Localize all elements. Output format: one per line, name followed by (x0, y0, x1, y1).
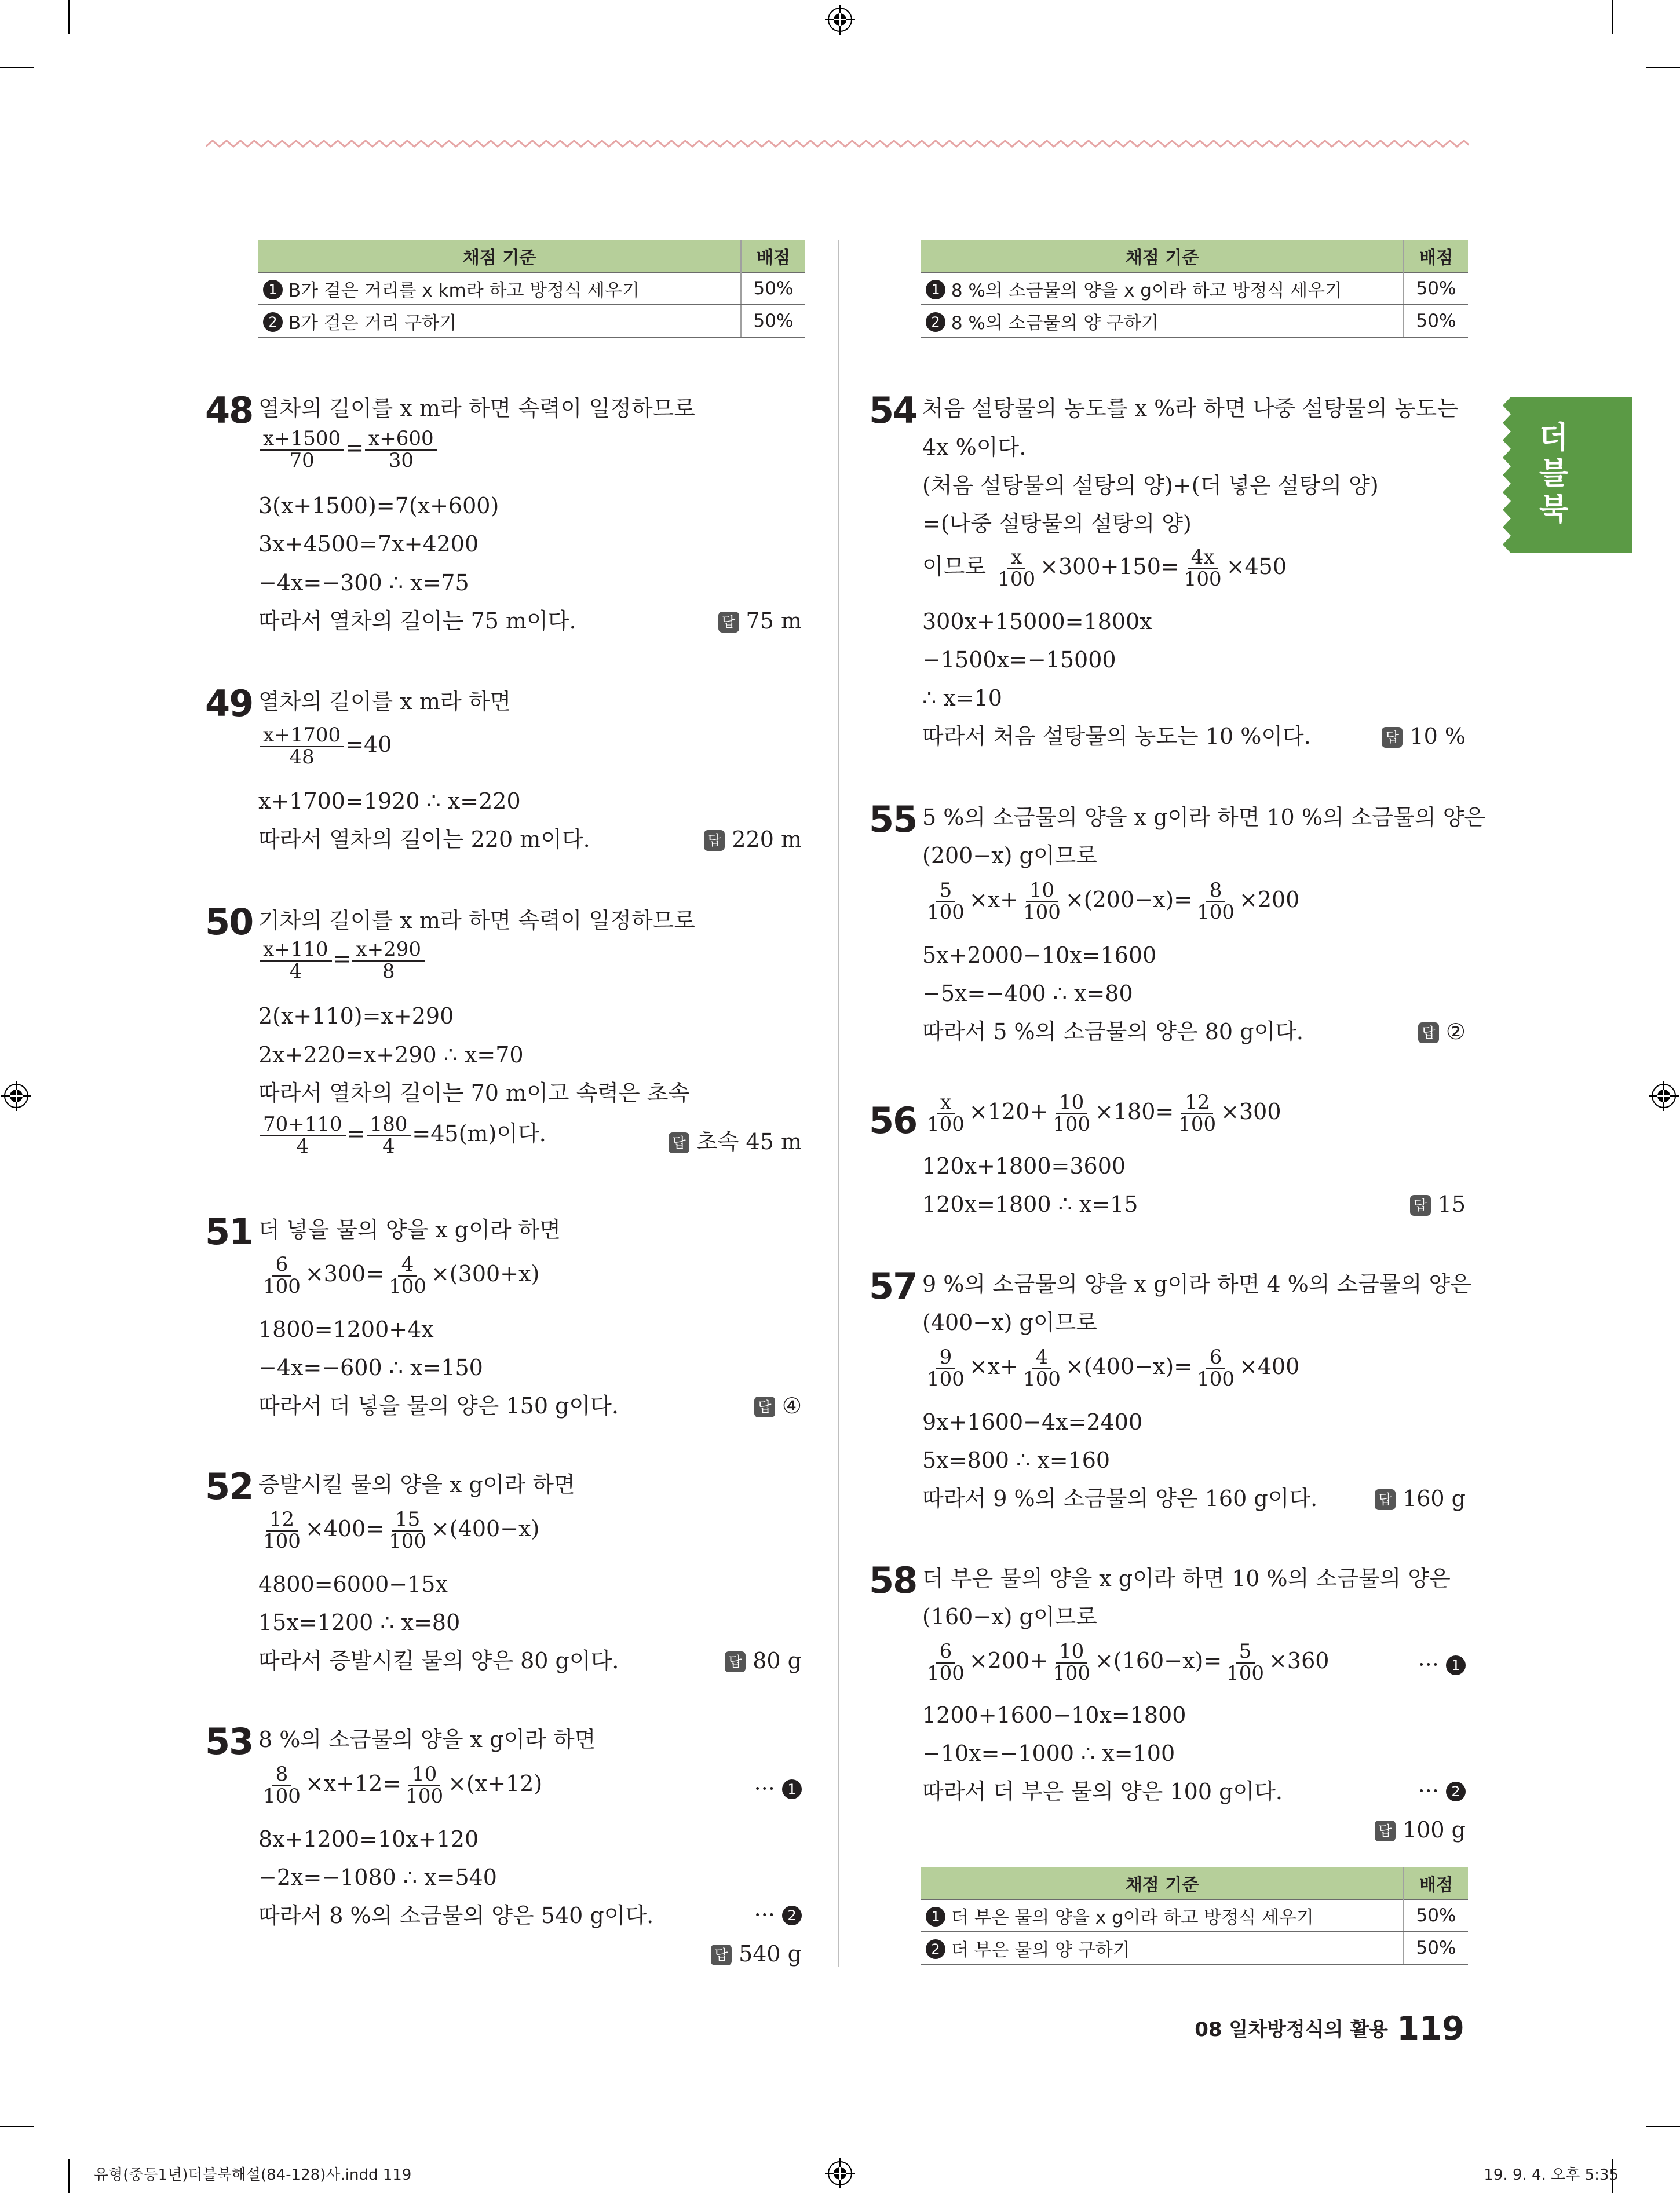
criterion-header: 채점 기준 (258, 240, 741, 272)
column-divider (838, 240, 839, 1967)
solution-line: −4x=−600 ∴ x=150 (258, 1355, 483, 1380)
problem-number: 53 (205, 1720, 253, 1763)
equation-line: 이므로 $\frac{x}{100}$ ×300+150= $\frac{4x}{100}$ ×450 (922, 546, 1287, 591)
answer: 답 ② (1418, 1021, 1466, 1043)
answer-badge: 답 (704, 830, 725, 851)
solution-line: 3(x+1500)=7(x+600) (258, 493, 499, 518)
solution-line: 따라서 9 %의 소금물의 양은 160 g이다. (922, 1486, 1318, 1511)
side-tab-notch (1500, 397, 1512, 553)
equation-line: $\frac{x+1500}{70}$ = $\frac{x+600}{30}$ (258, 429, 439, 471)
solution-line: 120x+1800=3600 (922, 1153, 1126, 1179)
solution-line: 4x %이다. (922, 434, 1027, 460)
solution-line: −2x=−1080 ∴ x=540 (258, 1865, 497, 1890)
solution-line: 따라서 8 %의 소금물의 양은 540 g이다. (258, 1903, 654, 1928)
crop-mark (68, 0, 70, 34)
solution-line: 열차의 길이를 x m라 하면 (258, 689, 512, 714)
solution-line: 1800=1200+4x (258, 1317, 434, 1342)
registration-mark-icon (1, 1081, 31, 1111)
criterion-cell: 1 B가 걸은 거리를 x km라 하고 방정식 세우기 (258, 272, 741, 305)
score-cell: 50% (741, 305, 805, 337)
answer: 답 10 % (1382, 725, 1466, 748)
problem-number: 54 (869, 389, 917, 432)
solution-line: 따라서 열차의 길이는 70 m이고 속력은 초속 (258, 1080, 690, 1106)
solution-line: 2x+220=x+290 ∴ x=70 (258, 1042, 524, 1068)
problem-number: 52 (205, 1465, 253, 1508)
equation-line: $\frac{x+110}{4}$ = $\frac{x+290}{8}$ (258, 940, 426, 982)
grading-table-bottom (921, 1867, 1468, 1965)
solution-line: 4800=6000−15x (258, 1571, 448, 1597)
answer: 답 ④ (754, 1395, 802, 1417)
solution-line: (200−x) g이므로 (922, 843, 1097, 868)
problem-number: 55 (869, 798, 917, 840)
step-marker: 1 (263, 280, 283, 299)
solution-line: 따라서 열차의 길이는 220 m이다. (258, 827, 590, 852)
solution-line: −10x=−1000 ∴ x=100 (922, 1741, 1175, 1766)
equation-line: $\frac{70+110}{4}$ = $\frac{180}{4}$ =45(m)이다. (258, 1114, 546, 1157)
answer-badge: 답 (1375, 1821, 1396, 1841)
criterion-header: 채점 기준 (921, 1867, 1404, 1899)
solution-line: =(나중 설탕물의 설탕의 양) (922, 511, 1192, 536)
problem-number: 50 (205, 901, 253, 943)
criterion-header: 채점 기준 (921, 240, 1404, 272)
answer: 답 540 g (711, 1943, 802, 1965)
print-timestamp: 19. 9. 4. 오후 5:35 (1484, 2166, 1619, 2184)
answer: 답 100 g (1375, 1819, 1466, 1841)
solution-line: 8x+1200=10x+120 (258, 1826, 479, 1852)
score-cell: 50% (1404, 272, 1468, 305)
step-marker: 2 (926, 312, 945, 332)
answer-badge: 답 (718, 612, 739, 633)
equation-line: $\frac{5}{100}$ ×x+ $\frac{10}{100}$ ×(200−x)= $\frac{8}{100}$ ×200 (927, 879, 1300, 924)
score-header: 배점 (1404, 1867, 1468, 1899)
criterion-cell: 2 8 %의 소금물의 양 구하기 (921, 305, 1404, 337)
file-info: 유형(중등1년)더블북해설(84-128)사.indd 119 (94, 2166, 412, 2184)
solution-line: −4x=−300 ∴ x=75 (258, 570, 469, 595)
step-mark: ··· 1 (1418, 1652, 1466, 1677)
solution-line: 5 %의 소금물의 양을 x g이라 하면 10 %의 소금물의 양은 (922, 805, 1486, 830)
crop-mark (1646, 2126, 1680, 2127)
score-header: 배점 (741, 240, 805, 272)
registration-mark-icon (1649, 1081, 1679, 1111)
answer: 답 80 g (725, 1650, 802, 1672)
side-tab (1502, 397, 1632, 553)
solution-line: 120x=1800 ∴ x=15 (922, 1191, 1138, 1217)
solution-line: 따라서 더 넣을 물의 양은 150 g이다. (258, 1393, 619, 1419)
solution-line: 8 %의 소금물의 양을 x g이라 하면 (258, 1727, 596, 1752)
solution-line: 1200+1600−10x=1800 (922, 1702, 1186, 1728)
solution-line: −5x=−400 ∴ x=80 (922, 981, 1133, 1006)
crop-mark (0, 2126, 34, 2127)
answer-badge: 답 (711, 1945, 732, 1965)
step-marker: 2 (263, 312, 283, 332)
solution-line: 따라서 처음 설탕물의 농도는 10 %이다. (922, 723, 1311, 749)
crop-mark (0, 67, 34, 68)
answer-badge: 답 (1382, 727, 1403, 748)
solution-line: 2(x+110)=x+290 (258, 1003, 454, 1029)
equation-line: $\frac{x+1700}{48}$ =40 (258, 725, 392, 767)
score-header: 배점 (1404, 240, 1468, 272)
equation-line: $\frac{6}{100}$ ×300= $\frac{4}{100}$ ×(300+x) (263, 1253, 540, 1298)
solution-line: 처음 설탕물의 농도를 x %라 하면 나중 설탕물의 농도는 (922, 396, 1459, 421)
answer: 답 15 (1410, 1193, 1466, 1216)
solution-line: 5x=800 ∴ x=160 (922, 1448, 1111, 1473)
solution-line: 기차의 길이를 x m라 하면 속력이 일정하므로 (258, 908, 695, 933)
step-marker: 1 (926, 280, 945, 299)
solution-line: 열차의 길이를 x m라 하면 속력이 일정하므로 (258, 396, 695, 421)
grading-table-left (258, 240, 805, 338)
solution-line: −1500x=−15000 (922, 647, 1116, 672)
solution-line: 더 부은 물의 양을 x g이라 하면 10 %의 소금물의 양은 (922, 1566, 1451, 1591)
solution-line: 9 %의 소금물의 양을 x g이라 하면 4 %의 소금물의 양은 (922, 1271, 1471, 1297)
criterion-cell: 1 더 부은 물의 양을 x g이라 하고 방정식 세우기 (921, 1899, 1404, 1932)
solution-line: 증발시킬 물의 양을 x g이라 하면 (258, 1472, 575, 1497)
solution-line: 9x+1600−4x=2400 (922, 1409, 1143, 1435)
solution-line: (160−x) g이므로 (922, 1604, 1097, 1629)
answer-badge: 답 (754, 1397, 775, 1417)
problem-number: 51 (205, 1211, 253, 1253)
step-marker: 2 (926, 1939, 945, 1959)
score-cell: 50% (1404, 1932, 1468, 1964)
problem-number: 49 (205, 682, 253, 725)
wavy-divider (206, 138, 1469, 155)
registration-mark-icon (825, 5, 855, 35)
step-mark: ··· 1 (754, 1776, 802, 1801)
answer-badge: 답 (669, 1132, 689, 1153)
problem-number: 48 (205, 389, 253, 432)
answer-badge: 답 (1375, 1489, 1396, 1510)
criterion-cell: 2 B가 걸은 거리 구하기 (258, 305, 741, 337)
problem-number: 58 (869, 1559, 917, 1602)
solution-line: ∴ x=10 (922, 685, 1002, 711)
registration-mark-icon (825, 2158, 855, 2188)
solution-line: 300x+15000=1800x (922, 609, 1152, 634)
answer: 답 초속 45 m (669, 1131, 802, 1153)
answer: 답 160 g (1375, 1487, 1466, 1510)
solution-line: 따라서 열차의 길이는 75 m이다. (258, 608, 576, 634)
score-cell: 50% (1404, 305, 1468, 337)
solution-line: 5x+2000−10x=1600 (922, 942, 1157, 968)
solution-line: 더 넣을 물의 양을 x g이라 하면 (258, 1217, 561, 1242)
answer-badge: 답 (725, 1651, 746, 1672)
solution-line: 3x+4500=7x+4200 (258, 531, 479, 557)
grading-table-right (921, 240, 1468, 338)
solution-line: (400−x) g이므로 (922, 1310, 1097, 1335)
equation-line: $\frac{x}{100}$ ×120+ $\frac{10}{100}$ ×180= $\frac{12}{100}$ ×300 (927, 1091, 1281, 1136)
solution-line: 따라서 증발시킬 물의 양은 80 g이다. (258, 1648, 619, 1673)
solution-line: 따라서 더 부은 물의 양은 100 g이다. (922, 1779, 1283, 1804)
side-tab-label: 더블북 (1539, 421, 1569, 527)
answer: 답 220 m (704, 828, 802, 851)
solution-line: x+1700=1920 ∴ x=220 (258, 788, 521, 814)
score-cell: 50% (1404, 1899, 1468, 1932)
crop-mark (1612, 0, 1613, 34)
equation-line: $\frac{12}{100}$ ×400= $\frac{15}{100}$ ×(400−x) (263, 1508, 540, 1553)
equation-line: $\frac{8}{100}$ ×x+12= $\frac{10}{100}$ ×(x+12) (263, 1763, 543, 1808)
step-marker: 1 (926, 1907, 945, 1927)
answer-badge: 답 (1410, 1195, 1431, 1216)
equation-line: $\frac{9}{100}$ ×x+ $\frac{4}{100}$ ×(400−x)= $\frac{6}{100}$ ×400 (927, 1346, 1300, 1391)
solution-line: 15x=1200 ∴ x=80 (258, 1610, 461, 1635)
chapter-title: 08 일차방정식의 활용 (1195, 2018, 1388, 2041)
crop-mark (68, 2159, 70, 2193)
problem-number: 56 (869, 1099, 917, 1142)
step-mark: ··· 2 (1418, 1778, 1466, 1804)
answer-badge: 답 (1418, 1022, 1439, 1043)
step-mark: ··· 2 (754, 1902, 802, 1928)
score-cell: 50% (741, 272, 805, 305)
problem-number: 57 (869, 1265, 917, 1307)
solution-line: 따라서 5 %의 소금물의 양은 80 g이다. (922, 1019, 1304, 1044)
page-footer (1195, 2010, 1464, 2048)
equation-line: $\frac{6}{100}$ ×200+ $\frac{10}{100}$ ×(160−x)= $\frac{5}{100}$ ×360 (927, 1640, 1330, 1685)
page-number: 119 (1397, 2010, 1464, 2048)
criterion-cell: 1 8 %의 소금물의 양을 x g이라 하고 방정식 세우기 (921, 272, 1404, 305)
solution-line: (처음 설탕물의 설탕의 양)+(더 넣은 설탕의 양) (922, 473, 1379, 498)
answer: 답 75 m (718, 610, 802, 633)
crop-mark (1646, 67, 1680, 68)
criterion-cell: 2 더 부은 물의 양 구하기 (921, 1932, 1404, 1964)
